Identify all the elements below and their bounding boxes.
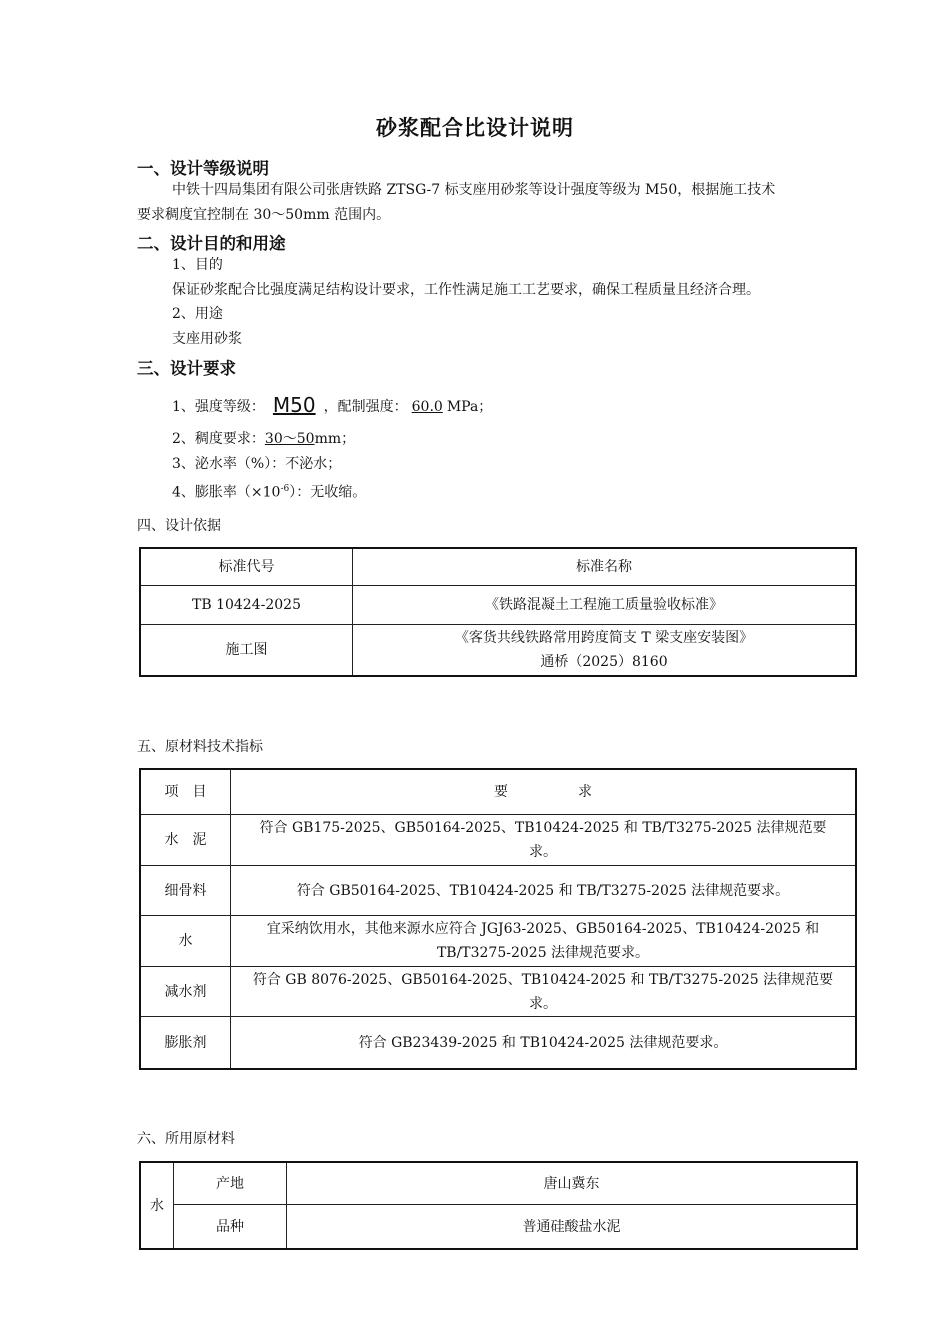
strength-requirement (172, 393, 492, 420)
section1-heading: 一、设计等级说明 (137, 159, 269, 178)
material-field-label: 产地 (174, 1163, 287, 1205)
spec-requirement-line1: 宜采纳饮用水，其他来源水应符合 JGJ63-2025、GB50164-2025、TB10424-2025 和 (266, 921, 820, 937)
spec-header-item: 项 目 (141, 770, 231, 815)
strength-prefix: 1、强度等级： (172, 399, 265, 415)
expansion-suffix: ）：无收缩。 (289, 484, 367, 501)
strength-value: 60.0 (411, 399, 443, 415)
spec-item: 水 泥 (141, 815, 231, 866)
material-group: 水 (141, 1163, 174, 1249)
materials-spec-table (140, 769, 856, 1069)
spec-item: 水 (141, 916, 231, 967)
strength-unit: MPa； (446, 399, 493, 415)
table-row (141, 1017, 856, 1069)
spec-item: 细骨料 (141, 866, 231, 916)
expansion-requirement (172, 477, 366, 506)
basis-table-header (141, 549, 856, 586)
spec-requirement (231, 967, 856, 1017)
material-field-value: 普通硅酸盐水泥 (287, 1205, 857, 1249)
table-row (141, 815, 856, 866)
spec-requirement-line2: TB/T3275-2025 法律规范要求。 (436, 945, 650, 961)
expansion-exponent: -6 (280, 484, 290, 494)
section4-heading: 四、设计依据 (137, 518, 221, 534)
table-row (141, 586, 856, 625)
spec-header-requirement: 要 求 (231, 770, 856, 815)
document-title: 砂浆配合比设计说明 (376, 116, 574, 140)
spec-item: 减水剂 (141, 967, 231, 1017)
consistency-requirement (172, 427, 355, 452)
spec-requirement-line2: 求。 (529, 995, 557, 1012)
usage-text: 支座用砂浆 (172, 331, 242, 347)
spec-item: 膨胀剂 (141, 1017, 231, 1069)
basis-code: 施工图 (141, 625, 353, 676)
section2-heading: 二、设计目的和用途 (137, 234, 286, 253)
table-row (141, 1163, 857, 1205)
strength-mid: ，配制强度： (323, 399, 408, 415)
expansion-prefix: 4、膨胀率（×10 (172, 484, 281, 501)
spec-requirement: 符合 GB23439-2025 和 TB10424-2025 法律规范要求。 (231, 1017, 856, 1069)
section1-line1: 中铁十四局集团有限公司张唐铁路 ZTSG-7 标支座用砂浆等设计强度等级为 M50，根据施工技术 (172, 182, 776, 198)
section3-heading: 三、设计要求 (137, 359, 236, 378)
table-row (141, 625, 856, 676)
spec-requirement (231, 815, 856, 866)
table-row (141, 1205, 857, 1249)
basis-header-code: 标准代号 (141, 549, 353, 586)
purpose-label: 1、目的 (172, 257, 223, 273)
spec-requirement-line1: 符合 GB 8076-2025、GB50164-2025、TB10424-2025 和 TB/T3275-2025 法律规范要 (252, 971, 834, 988)
materials-used-table (140, 1162, 857, 1249)
table-row (141, 866, 856, 916)
section5-heading: 五、原材料技术指标 (137, 739, 263, 755)
basis-table (140, 548, 856, 676)
table-row (141, 916, 856, 967)
consistency-prefix: 2、稠度要求： (172, 431, 265, 447)
section6-heading: 六、所用原材料 (137, 1131, 235, 1147)
strength-grade: M50 (272, 393, 316, 417)
spec-requirement (231, 916, 856, 967)
consistency-unit: mm； (314, 431, 356, 447)
section1-line2: 要求稠度宜控制在 30～50mm 范围内。 (137, 207, 391, 223)
table-row (141, 967, 856, 1017)
purpose-text: 保证砂浆配合比强度满足结构设计要求，工作性满足施工工艺要求，确保工程质量且经济合理。 (172, 282, 760, 298)
basis-name-line1: 《客货共线铁路常用跨度简支 T 梁支座安装图》 (454, 630, 754, 646)
material-field-value: 唐山冀东 (287, 1163, 857, 1205)
usage-label: 2、用途 (172, 306, 223, 322)
basis-name (353, 625, 856, 676)
basis-name-line2: 通桥（2025）8160 (540, 654, 668, 670)
material-field-label: 品种 (174, 1205, 287, 1249)
spec-requirement-line1: 符合 GB175-2025、GB50164-2025、TB10424-2025 和 TB/T3275-2025 法律规范要 (259, 820, 827, 836)
basis-name: 《铁路混凝土工程施工质量验收标准》 (353, 586, 856, 625)
basis-header-name: 标准名称 (353, 549, 856, 586)
spec-requirement: 符合 GB50164-2025、TB10424-2025 和 TB/T3275-2025 法律规范要求。 (231, 866, 856, 916)
basis-code: TB 10424-2025 (141, 586, 353, 625)
spec-table-header (141, 770, 856, 815)
spec-requirement-line2: 求。 (529, 844, 557, 860)
consistency-value: 30～50 (264, 431, 315, 447)
bleeding-requirement: 3、泌水率（%）：不泌水； (172, 456, 342, 472)
